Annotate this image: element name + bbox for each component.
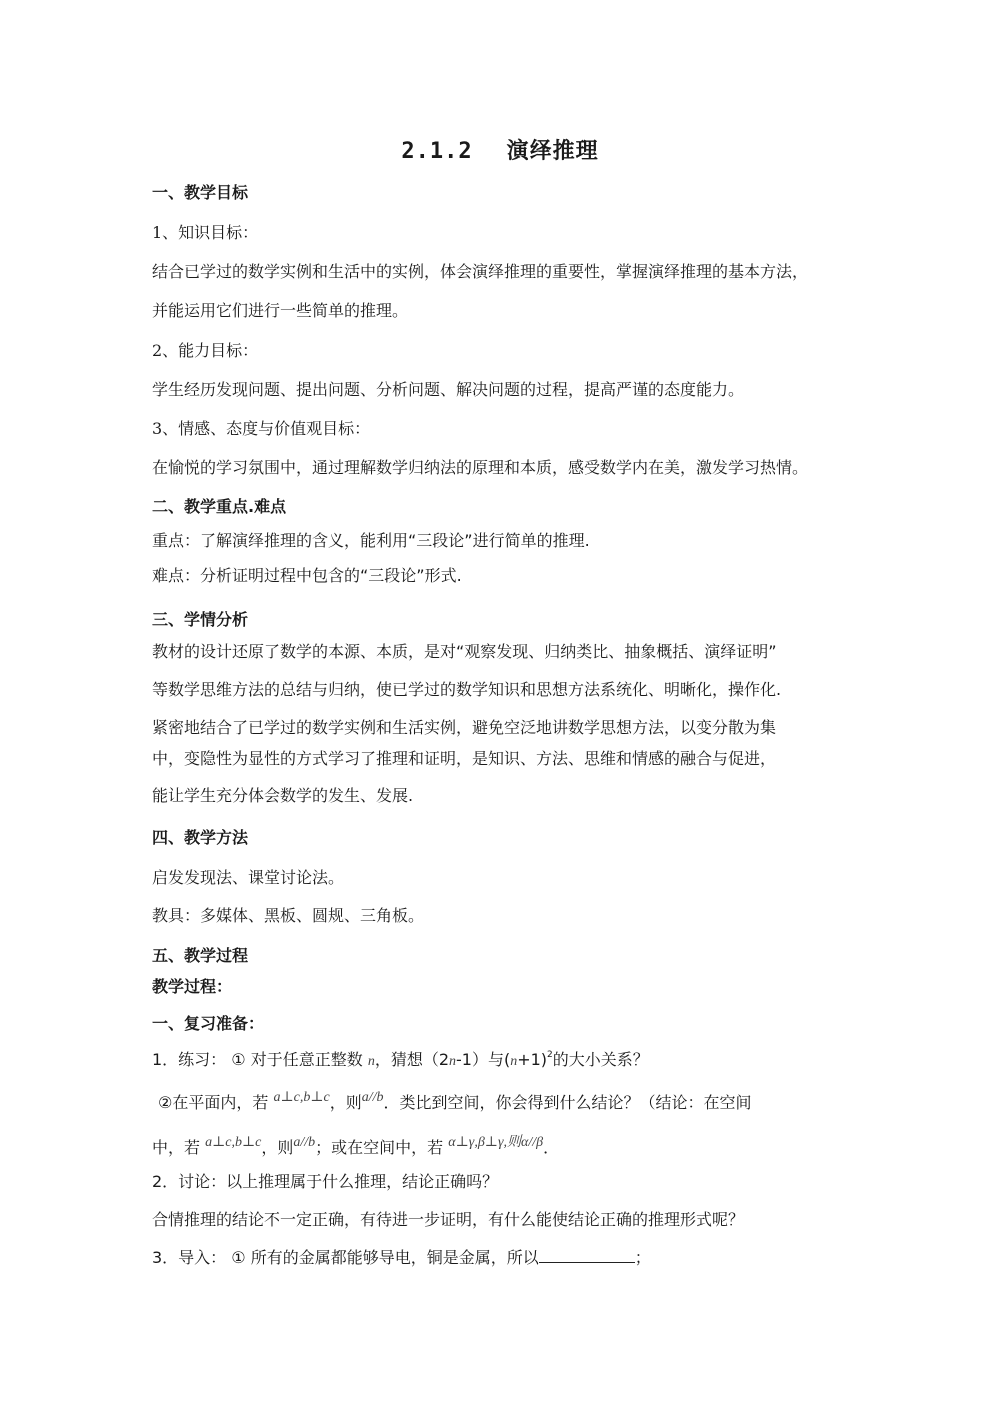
- intro-label: 3．导入：: [152, 1248, 227, 1267]
- circled-number: ①: [231, 1050, 246, 1069]
- math-expression: a//b: [361, 1090, 384, 1105]
- circled-number: ②: [158, 1093, 173, 1112]
- exercise-text: ，则: [329, 1093, 362, 1112]
- subheading-teaching-process: 教学过程：: [152, 977, 233, 996]
- math-var: n: [510, 1054, 518, 1069]
- analysis-line-1: 教材的设计还原了数学的本源、本质，是对“观察发现、归纳类比、抽象概括、演绎证明”: [152, 642, 777, 661]
- exercise-text: 对于任意正整数: [250, 1050, 363, 1069]
- heading-learning-analysis: 三、学情分析: [152, 610, 249, 629]
- heading-teaching-objectives: 一、教学目标: [152, 183, 249, 202]
- analysis-line-4: 中，变隐性为显性的方式学习了推理和证明，是知识、方法、思维和情感的融合与促进，: [152, 749, 777, 768]
- exercise-text: ，则: [261, 1138, 294, 1157]
- math-var: n: [449, 1054, 457, 1069]
- discussion-text: 2．讨论：以上推理属于什么推理，结论正确吗？: [152, 1172, 499, 1191]
- exercise-text: -1）与(: [456, 1050, 511, 1069]
- introduction-line: [152, 1248, 651, 1268]
- intro-text: 所有的金属都能够导电，铜是金属，所以: [250, 1248, 539, 1267]
- exercise-text: 的大小关系？: [552, 1050, 649, 1069]
- emotion-objective-text: 在愉悦的学习氛围中，通过理解数学归纳法的原理和本质，感受数学内在美，激发学习热情。: [152, 458, 809, 477]
- heading-key-points: 二、教学重点.难点: [152, 497, 287, 516]
- exercise-text: ，猜想（2: [374, 1050, 450, 1069]
- math-expression: a⊥c,b⊥c: [273, 1090, 330, 1105]
- title-text: 演绎推理: [506, 139, 599, 164]
- exercise-text: ；或在空间中，若: [315, 1138, 444, 1157]
- section-number: 2.1.2: [401, 139, 473, 164]
- analysis-line-3: 紧密地结合了已学过的数学实例和生活实例，避免空泛地讲数学思想方法，以变分散为集: [152, 718, 777, 737]
- plausible-reasoning-text: 合情推理的结论不一定正确，有待进一步证明，有什么能使结论正确的推理形式呢？: [152, 1210, 745, 1229]
- circled-number: ①: [231, 1248, 246, 1267]
- exercise-text: +1): [517, 1050, 548, 1069]
- tools-text: 教具：多媒体、黑板、圆规、三角板。: [152, 906, 425, 925]
- fill-in-blank: [539, 1248, 635, 1263]
- heading-teaching-methods: 四、教学方法: [152, 828, 249, 847]
- analysis-line-2: 等数学思维方法的总结与归纳，使已学过的数学知识和思想方法系统化、明晰化，操作化.: [152, 680, 782, 699]
- analysis-line-5: 能让学生充分体会数学的发生、发展.: [152, 786, 414, 805]
- intro-text: ；: [634, 1248, 651, 1267]
- math-expression: a⊥c,b⊥c: [205, 1135, 262, 1150]
- exercise-text: ．类比到空间，你会得到什么结论？（结论：在空间: [383, 1093, 752, 1112]
- exercise-text: 在平面内，若: [172, 1093, 269, 1112]
- difficult-point-text: 难点：分析证明过程中包含的“三段论”形式.: [152, 566, 462, 585]
- math-expression: a//b: [293, 1135, 316, 1150]
- math-expression: α⊥γ,β⊥γ,则α//β: [448, 1135, 544, 1150]
- knowledge-objective-line-1: 结合已学过的数学实例和生活中的实例，体会演绎推理的重要性，掌握演绎推理的基本方法，: [152, 262, 809, 281]
- document-title: [0, 134, 1000, 165]
- key-point-text: 重点：了解演绎推理的含义，能利用“三段论”进行简单的推理.: [152, 531, 590, 550]
- math-var: n: [367, 1054, 375, 1069]
- knowledge-objective-line-2: 并能运用它们进行一些简单的推理。: [152, 301, 409, 320]
- heading-teaching-process: 五、教学过程: [152, 946, 249, 965]
- superscript: 2: [547, 1050, 553, 1060]
- exercise-1: [152, 1050, 649, 1073]
- methods-text: 启发发现法、课堂讨论法。: [152, 868, 345, 887]
- exercise-2-line-1: [158, 1090, 752, 1115]
- exercise-label: 1．练习：: [152, 1050, 227, 1069]
- ability-objective-label: 2、能力目标：: [152, 341, 259, 360]
- ability-objective-text: 学生经历发现问题、提出问题、分析问题、解决问题的过程，提高严谨的态度能力。: [152, 380, 745, 399]
- emotion-objective-label: 3、情感、态度与价值观目标：: [152, 419, 371, 438]
- exercise-text: 中，若: [152, 1138, 201, 1157]
- exercise-text: ．: [543, 1138, 560, 1157]
- heading-review-preparation: 一、复习准备：: [152, 1014, 265, 1033]
- exercise-2-line-2: [152, 1135, 560, 1160]
- knowledge-objective-label: 1、知识目标：: [152, 223, 259, 242]
